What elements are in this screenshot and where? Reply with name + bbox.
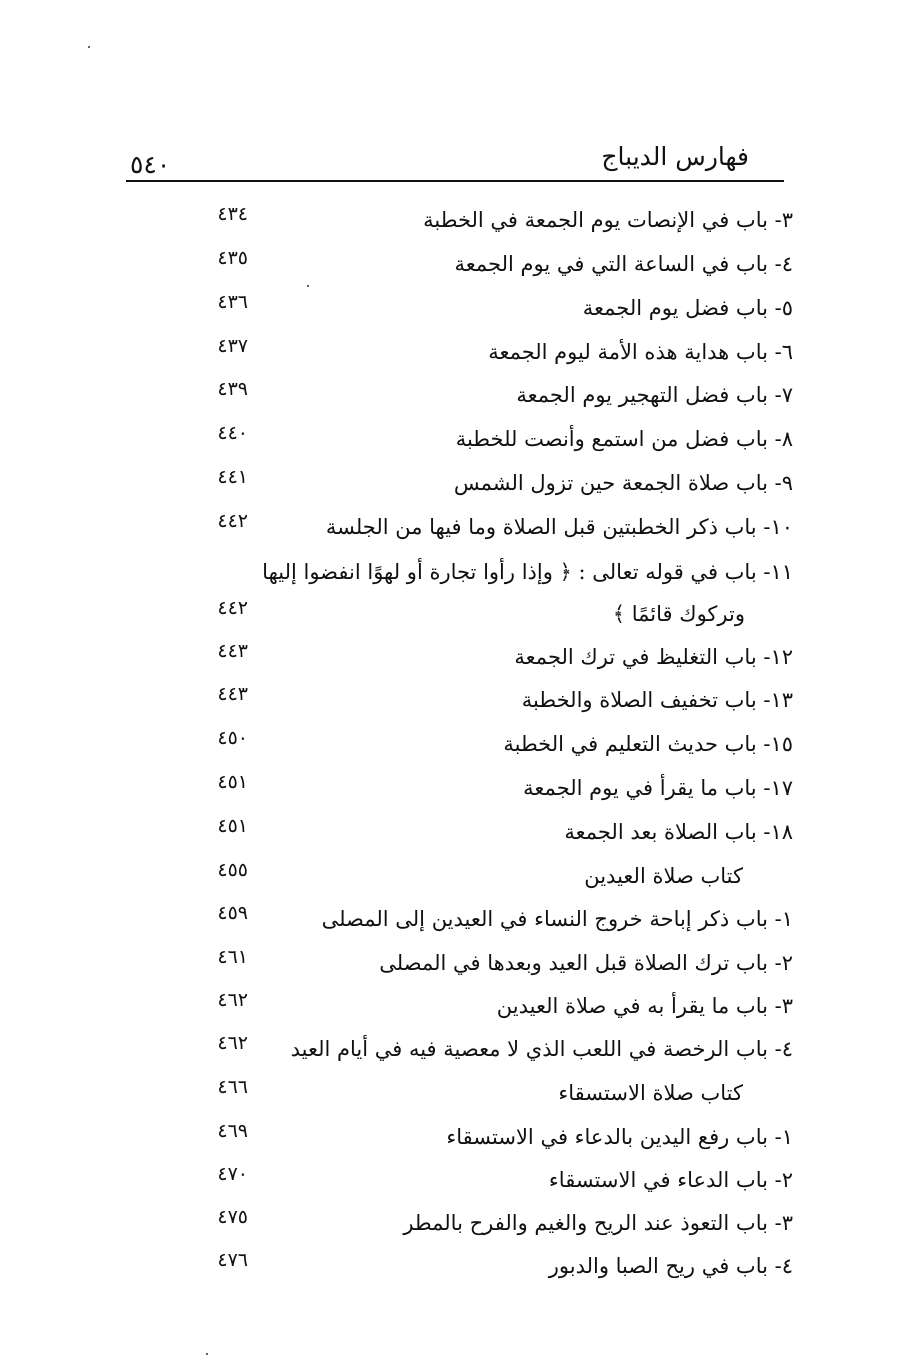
entry-title: ١٢- باب التغليظ في ترك الجمعة	[514, 645, 793, 669]
entry-title: ١٣- باب تخفيف الصلاة والخطبة	[521, 688, 793, 712]
toc-entry	[0, 946, 905, 980]
toc-entry-continuation	[0, 597, 905, 631]
entry-title: ١٨- باب الصلاة بعد الجمعة	[564, 820, 793, 844]
entry-page: ٤٤١	[217, 466, 248, 488]
entry-title: ٢- باب ترك الصلاة قبل العيد وبعدها في المصلى	[379, 951, 793, 975]
toc-entry	[0, 1032, 905, 1066]
entry-page: ٤٤٣	[217, 683, 248, 705]
entry-page: ٤٣٥	[217, 247, 248, 269]
entry-title: ١١- باب في قوله تعالى : ﴿ وإذا رأوا تجارة أو لهوًا انفضوا إليها	[262, 560, 793, 584]
toc-entry	[0, 727, 905, 761]
entry-page: ٤٤٢	[217, 510, 248, 532]
entry-title: ٣- باب التعوذ عند الريح والغيم والفرح بالمطر	[403, 1211, 793, 1235]
entry-title: ٤- باب الرخصة في اللعب الذي لا معصية فيه في أيام العيد	[290, 1037, 793, 1061]
entry-title: ٦- باب هداية هذه الأمة ليوم الجمعة	[488, 340, 793, 364]
entry-page: ٤٦٩	[217, 1120, 248, 1142]
entry-title: ١٥- باب حديث التعليم في الخطبة	[503, 732, 793, 756]
toc-entry	[0, 203, 905, 237]
entry-page: ٤٤٢	[217, 597, 248, 619]
scan-speck	[88, 46, 90, 48]
entry-title: ٣- باب في الإنصات يوم الجمعة في الخطبة	[423, 208, 793, 232]
entry-title: ٤- باب في الساعة التي في يوم الجمعة	[454, 252, 793, 276]
page-number: ٥٤٠	[130, 150, 171, 179]
toc-section-heading	[0, 1076, 905, 1110]
toc-entry	[0, 815, 905, 849]
entry-page: ٤٦٦	[217, 1076, 248, 1098]
toc-entry	[0, 683, 905, 717]
toc-entry	[0, 555, 905, 589]
toc-entry	[0, 378, 905, 412]
toc-entry	[0, 291, 905, 325]
entry-page: ٤٣٩	[217, 378, 248, 400]
entry-page: ٤٥١	[217, 815, 248, 837]
entry-title: ٣- باب ما يقرأ به في صلاة العيدين	[496, 994, 793, 1018]
toc-entry	[0, 1249, 905, 1283]
entry-title: ١- باب ذكر إباحة خروج النساء في العيدين إلى المصلى	[321, 907, 793, 931]
entry-title: ٥- باب فضل يوم الجمعة	[582, 296, 793, 320]
entry-title: ٧- باب فضل التهجير يوم الجمعة	[516, 383, 793, 407]
entry-title: وتركوك قائمًا ﴾	[612, 602, 745, 626]
entry-page: ٤٥١	[217, 771, 248, 793]
entry-page: ٤٥٩	[217, 902, 248, 924]
entry-page: ٤٤٠	[217, 422, 248, 444]
toc-entry	[0, 1120, 905, 1154]
toc-entry	[0, 902, 905, 936]
scan-speck	[206, 1353, 208, 1355]
entry-page: ٤٧٥	[217, 1206, 248, 1228]
entry-title: ٢- باب الدعاء في الاستسقاء	[548, 1168, 793, 1192]
entry-page: ٤٦٢	[217, 989, 248, 1011]
entry-page: ٤٧٦	[217, 1249, 248, 1271]
toc-entry	[0, 510, 905, 544]
entry-title: ٩- باب صلاة الجمعة حين تزول الشمس	[453, 471, 793, 495]
toc-entry	[0, 1163, 905, 1197]
toc-entry	[0, 422, 905, 456]
entry-page: ٤٣٦	[217, 291, 248, 313]
toc-entry	[0, 771, 905, 805]
section-title: كتاب صلاة الاستسقاء	[558, 1081, 743, 1105]
toc-entry	[0, 247, 905, 281]
toc-entry	[0, 335, 905, 369]
entry-page: ٤٧٠	[217, 1163, 248, 1185]
entry-page: ٤٤٣	[217, 640, 248, 662]
section-title: كتاب صلاة العيدين	[584, 864, 743, 888]
entry-title: ٨- باب فضل من استمع وأنصت للخطبة	[455, 427, 793, 451]
toc-section-heading	[0, 859, 905, 893]
entry-title: ١٧- باب ما يقرأ في يوم الجمعة	[523, 776, 793, 800]
entry-page: ٤٣٤	[217, 203, 248, 225]
entry-page: ٤٦٢	[217, 1032, 248, 1054]
toc-entry	[0, 466, 905, 500]
entry-page: ٤٦١	[217, 946, 248, 968]
entry-page: ٤٥٠	[217, 727, 248, 749]
entry-title: ١٠- باب ذكر الخطبتين قبل الصلاة وما فيها من الجلسة	[325, 515, 793, 539]
entry-page: ٤٥٥	[217, 859, 248, 881]
toc-entry	[0, 640, 905, 674]
running-head: فهارس الديباج	[601, 142, 749, 171]
entry-page: ٤٣٧	[217, 335, 248, 357]
entry-title: ٤- باب في ريح الصبا والدبور	[548, 1254, 793, 1278]
scan-speck	[307, 285, 309, 287]
toc-entry	[0, 1206, 905, 1240]
toc-entry	[0, 989, 905, 1023]
entry-title: ١- باب رفع اليدين بالدعاء في الاستسقاء	[446, 1125, 793, 1149]
